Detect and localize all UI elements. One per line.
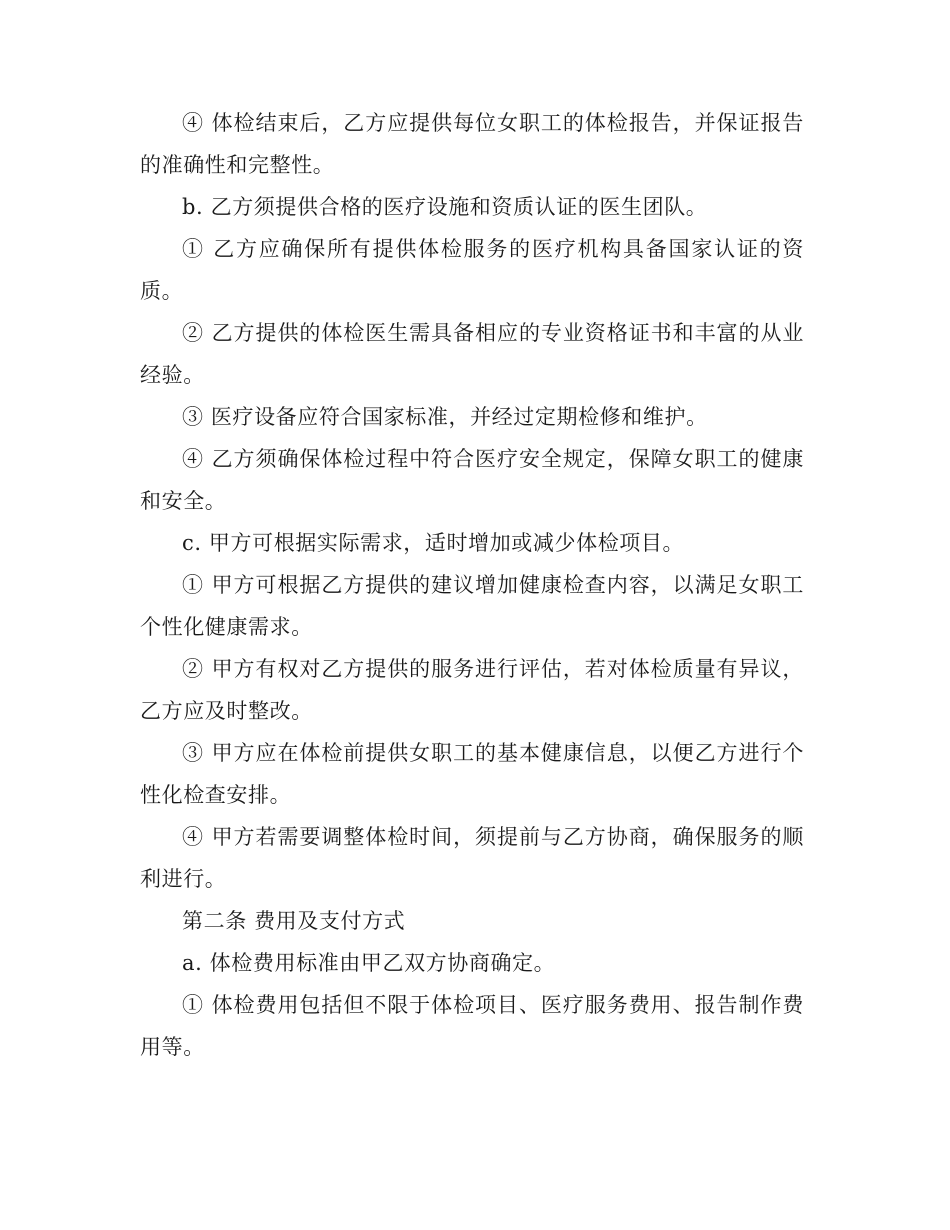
paragraph-item-4-safety: ④ 乙方须确保体检过程中符合医疗安全规定，保障女职工的健康和安全。 (140, 447, 804, 513)
paragraph-item-1-add-checks: ① 甲方可根据乙方提供的建议增加健康检查内容，以满足女职工个性化健康需求。 (140, 573, 804, 639)
paragraph-clause-c: c. 甲方可根据实际需求，适时增加或减少体检项目。 (182, 531, 685, 555)
paragraph-item-1-qualification: ① 乙方应确保所有提供体检服务的医疗机构具备国家认证的资质。 (140, 237, 804, 303)
paragraph-item-4-report: ④ 体检结束后，乙方应提供每位女职工的体检报告，并保证报告的准确性和完整性。 (140, 111, 804, 177)
paragraph-item-3-equipment: ③ 医疗设备应符合国家标准，并经过定期检修和维护。 (182, 405, 708, 429)
paragraph-clause-b: b. 乙方须提供合格的医疗设施和资质认证的医生团队。 (182, 195, 708, 219)
document-page (140, 102, 804, 1068)
paragraph-item-3-health-info: ③ 甲方应在体检前提供女职工的基本健康信息，以便乙方进行个性化检查安排。 (140, 741, 804, 807)
paragraph-item-4-schedule: ④ 甲方若需要调整体检时间，须提前与乙方协商，确保服务的顺利进行。 (140, 825, 804, 891)
paragraph-clause-a-fees: a. 体检费用标准由甲乙双方协商确定。 (182, 951, 556, 975)
section-heading-article-2: 第二条 费用及支付方式 (182, 909, 406, 933)
paragraph-item-2-doctors: ② 乙方提供的体检医生需具备相应的专业资格证书和丰富的从业经验。 (140, 321, 804, 387)
paragraph-item-1-fee-scope: ① 体检费用包括但不限于体检项目、医疗服务费用、报告制作费用等。 (140, 993, 804, 1059)
paragraph-item-2-evaluation: ② 甲方有权对乙方提供的服务进行评估，若对体检质量有异议，乙方应及时整改。 (140, 657, 804, 723)
